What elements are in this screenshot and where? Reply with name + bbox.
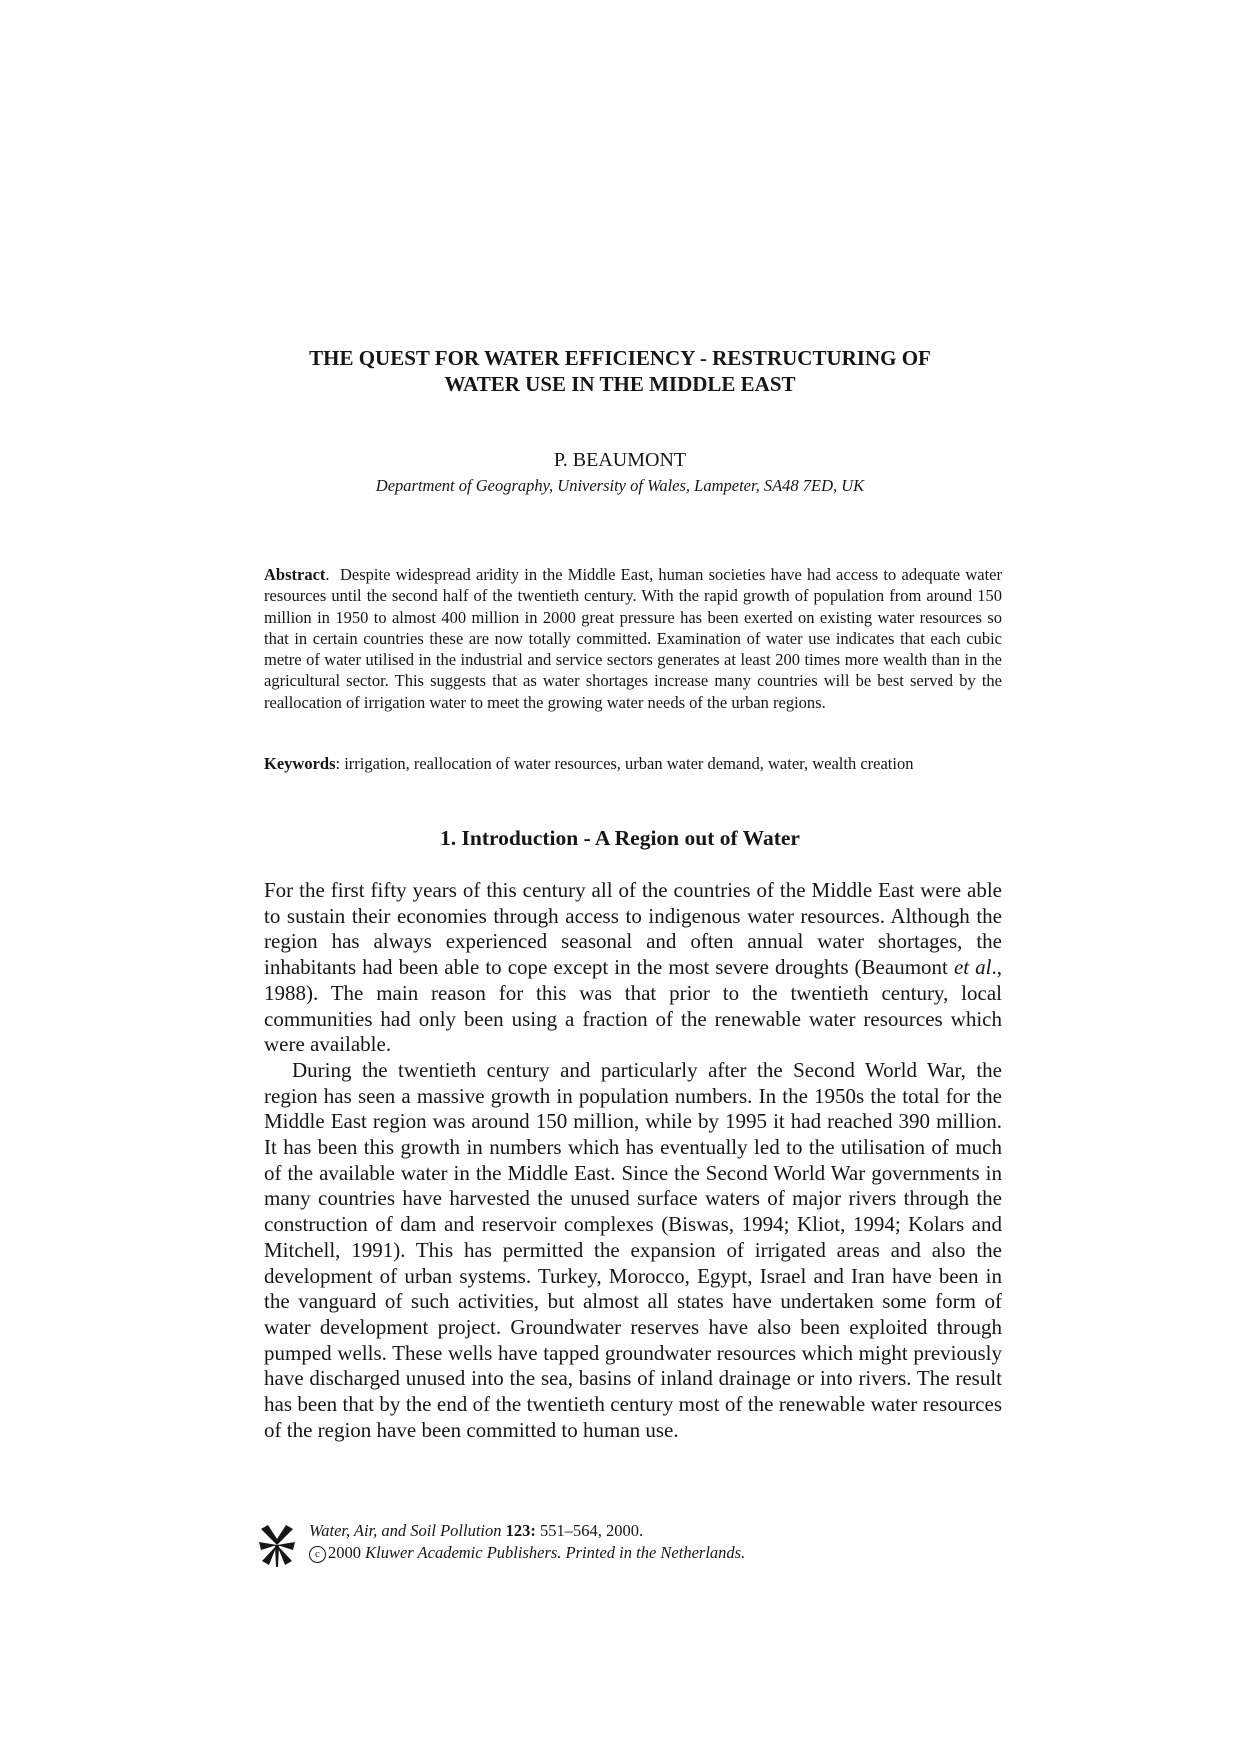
section-heading: 1. Introduction - A Region out of Water [440, 826, 800, 850]
footer-citation [309, 1520, 745, 1542]
keywords-text: irrigation, reallocation of water resources, urban water demand, water, wealth creation [344, 754, 914, 773]
paragraph-1 [264, 878, 1002, 1058]
paragraph-2: During the twentieth century and particularly after the Second World War, the region has seen a massive growth in population numbers. In the 1950s the total for the Middle East region was around 150 million, while by 1995 it had reached 390 million. It has been this growth in numbers which has eventually led to the utilisation of much of the available water in the Middle East. Since the Second World War governments in many countries have harvested the unused surface waters of major rivers through the construction of dam and reservoir complexes (Biswas, 1994; Kliot, 1994; Kolars and Mitchell, 1991). This has permitted the expansion of irrigated areas and also the development of urban systems. Turkey, Morocco, Egypt, Israel and Iran have been in the vanguard of such activities, but almost all states have undertaken some form of water development project. Groundwater reserves have also been exploited through pumped wells. These wells have tapped groundwater resources which might previously have discharged unused into the sea, basins of inland drainage or into rivers. The result has been that by the end of the twentieth century most of the renewable water resources of the region have been committed to human use. [264, 1057, 1002, 1442]
page-range: 551–564, 2000. [540, 1521, 644, 1540]
publisher-line: Kluwer Academic Publishers. Printed in the Netherlands. [365, 1543, 746, 1562]
journal-name: Water, Air, and Soil Pollution [309, 1521, 502, 1540]
footer-lines [309, 1520, 745, 1564]
abstract-label: Abstract [264, 565, 326, 584]
paragraph-1-part-2: ., 1988). The main reason for this was that prior to the twentieth century, local communities had only been using a fraction of the renewable water resources which were available. [264, 955, 1002, 1057]
author-affiliation: Department of Geography, University of Wales, Lampeter, SA48 7ED, UK [375, 476, 865, 495]
title-line-2: WATER USE IN THE MIDDLE EAST [444, 372, 796, 396]
paper-title [160, 345, 1080, 397]
author-name: P. BEAUMONT [553, 449, 687, 471]
journal-footer [258, 1520, 878, 1580]
citation-et-al: et al [953, 955, 992, 980]
copyright-symbol: c [309, 1546, 326, 1563]
abstract-text: Despite widespread aridity in the Middle East, human societies have had access to adequate water resources until the second half of the twentieth century. With the rapid growth of population from around 150 million in 1950 to almost 400 million in 2000 great pressure has been exerted on existing water resources so that in certain countries these are now totally committed. Examination of water use indicates that each cubic metre of water utilised in the industrial and service sectors generates at least 200 times more wealth than in the agricultural sector. This suggests that as water shortages increase many countries will be best served by the reallocation of irrigation water to meet the growing water needs of the urban regions. [264, 565, 1002, 712]
body-text [264, 878, 1002, 1443]
keywords: Keywords: irrigation, reallocation of water resources, urban water demand, water, wealth creation [264, 754, 914, 773]
keywords-label: Keywords [264, 754, 336, 773]
paragraph-1-part-1: For the first fifty years of this century all of the countries of the Middle East were able to sustain their economies through access to indigenous water resources. Although the region has always experienced seasonal and often annual water shortages, the inhabitants had been able to cope except in the most severe droughts (Beaumont [264, 878, 1002, 980]
copyright-year: 2000 [328, 1543, 361, 1562]
abstract: Abstract. Despite widespread aridity in the Middle East, human societies have had access to adequate water resources until the second half of the twentieth century. With the rapid growth of population from around 150 million in 1950 to almost 400 million in 2000 great pressure has been exerted on existing water resources so that in certain countries these are now totally committed. Examination of water use indicates that each cubic metre of water utilised in the industrial and service sectors generates at least 200 times more wealth than in the agricultural sector. This suggests that as water shortages increase many countries will be best served by the reallocation of irrigation water to meet the growing water needs of the urban regions. [264, 565, 1002, 712]
kluwer-logo-icon [258, 1522, 296, 1568]
footer-copyright [309, 1542, 745, 1564]
volume-number: 123: [505, 1521, 536, 1540]
title-line-1: THE QUEST FOR WATER EFFICIENCY - RESTRUCTURING OF [309, 346, 931, 370]
